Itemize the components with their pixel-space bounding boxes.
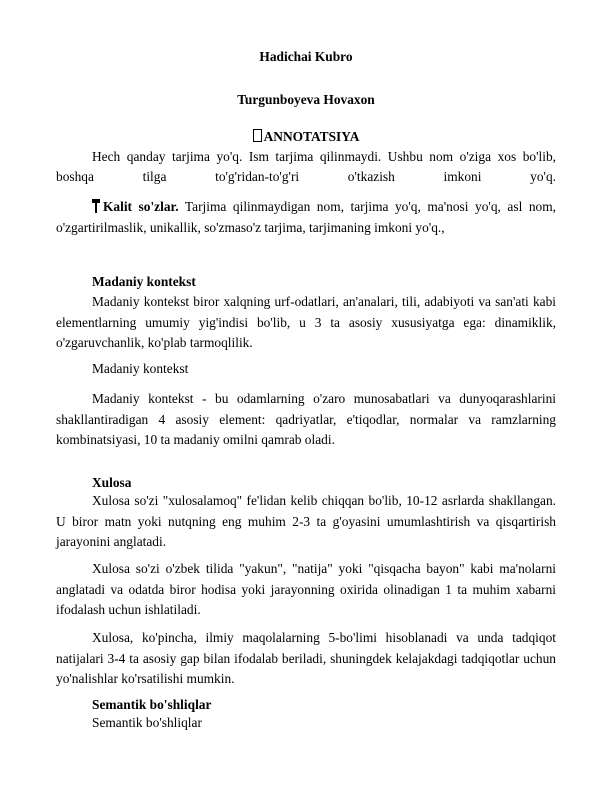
- madaniy-paragraph-1: Madaniy kontekst biror xalqning urf-odatlari, an'analari, tili, adabiyoti va san'ati kabi elementlarning umumiy yig'indisi bo'lib, u 3 ta asosiy xususiyatga ega: dinamiklik, o'zgaruvchanlik, ko'plab tarmoqlilik.: [56, 294, 556, 350]
- keywords-label: Kalit so'zlar.: [103, 199, 179, 214]
- annotation-line-1: Hech qanday tarjima yo'q. Ism tarjima qilinmaydi. Ushbu nom o'ziga xos bo'lib,: [92, 149, 556, 164]
- keywords-text: Tarjima qilinmaydigan nom, tarjima yo'q, ma'nosi yo'q, asl nom, o'zgartirilmaslik, unikallik, so'zmaso'z tarjima, tarjimaning imkoni yo'q.,: [56, 199, 556, 235]
- section-heading-xulosa: Xulosa: [92, 475, 132, 490]
- key-icon: [92, 199, 100, 213]
- semantik-subheading: Semantik bo'shliqlar: [92, 715, 202, 730]
- madaniy-subheading: Madaniy kontekst: [92, 361, 189, 376]
- xulosa-paragraph-2: Xulosa so'zi o'zbek tilida "yakun", "natija" yoki "qisqacha bayon" kabi ma'nolarni anglatadi va odatda biror hodisa yoki jarayonning oxirida olinadigan 1 ta muhim xabarni ifodalash uchun ishlatiladi.: [56, 561, 556, 617]
- section-heading-semantik: Semantik bo'shliqlar: [92, 697, 212, 712]
- missing-glyph-icon: [253, 129, 262, 142]
- section-heading-madaniy: Madaniy kontekst: [92, 274, 196, 289]
- annotation-line-2: boshqa tilga to'g'ridan-to'g'ri o'tkazish imkoni yo'q.: [56, 169, 556, 184]
- keywords-paragraph: [56, 197, 556, 238]
- xulosa-paragraph-3: Xulosa, ko'pincha, ilmiy maqolalarning 5-bo'limi hisoblanadi va unda tadqiqot natijalari 3-4 ta asosiy gap bilan ifodalab beriladi, shuningdek kelajakdagi tadqiqotlar uchun yo'nalishlar ko'rsatilishi mumkin.: [56, 630, 556, 686]
- annotation-heading-row: [0, 127, 612, 148]
- xulosa-paragraph-1: Xulosa so'zi "xulosalamoq" fe'lidan kelib chiqqan bo'lib, 10-12 asrlarda shakllangan. U biror matn yoki nutqning eng muhim 2-3 ta g'oyasini umumlashtirish va qisqartirish jarayonini anglatadi.: [56, 493, 556, 549]
- coauthor-name: Turgunboyeva Hovaxon: [237, 92, 375, 107]
- madaniy-paragraph-2: Madaniy kontekst - bu odamlarning o'zaro munosabatlari va dunyoqarashlarini shakllantiradigan 4 asosiy element: qadriyatlar, e'tiqodlar, normalar va ramzlarning kombinatsiyasi, 10 ta madaniy omilni qamrab oladi.: [56, 391, 556, 447]
- author-name: Hadichai Kubro: [259, 49, 353, 64]
- annotation-heading: ANNOTATSIYA: [263, 129, 360, 144]
